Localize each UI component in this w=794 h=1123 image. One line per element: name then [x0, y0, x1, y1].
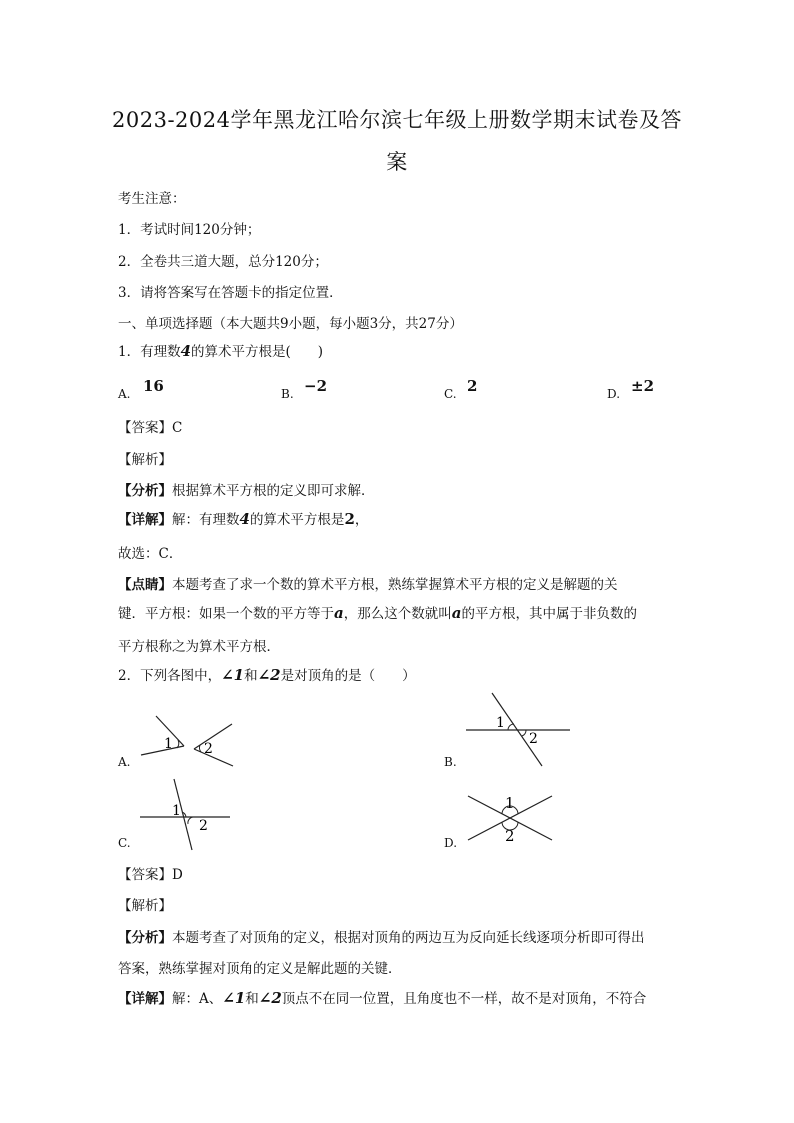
q2-figure-d-letter: D.: [444, 836, 458, 850]
q1-option-b-letter: B.: [281, 387, 294, 401]
q1-option-d-value: ±2: [631, 377, 655, 395]
fig-a-line4: [194, 749, 233, 766]
fig-a-label1: 1: [164, 736, 173, 752]
q2-figure-b: [462, 690, 574, 770]
document-title-line1: 2023-2024学年黑龙江哈尔滨七年级上册数学期末试卷及答: [112, 108, 682, 132]
fig-b-arc2: [522, 730, 526, 736]
q1-choice: 故选：C．: [118, 546, 183, 562]
q2-suffix: 是对顶角的是（ ）: [280, 668, 416, 684]
q1-var-a-1: a: [334, 604, 344, 622]
q2-detail-tag: 【详解】: [118, 991, 172, 1007]
q1-suffix: 的算术平方根是( ): [191, 344, 324, 360]
q2-figure-c: [136, 776, 236, 854]
q1-option-a-letter: A.: [118, 387, 131, 401]
q1-prefix: 1．有理数: [118, 344, 181, 360]
question-1: [118, 340, 323, 360]
q1-detail-number: 4: [239, 510, 250, 528]
q1-dianjing-text1: 本题考查了求一个数的算术平方根，熟练掌握算术平方根的定义是解题的关: [172, 577, 618, 593]
q2-detail-end: 顶点不在同一位置，且角度也不一样，故不是对顶角，不符合: [281, 991, 647, 1007]
q2-figure-c-letter: C.: [118, 836, 131, 850]
q2-fenxi-text1: 本题考查了对顶角的定义，根据对顶角的两边互为反向延长线逐项分析即可得出: [172, 930, 645, 946]
q1-detail: [118, 508, 368, 528]
q2-fenxi-line1: [118, 926, 645, 946]
q1-dianjing-line3: 平方根称之为算术平方根．: [118, 639, 280, 655]
q2-analysis-heading: 【解析】: [118, 898, 172, 914]
q1-fenxi: [118, 479, 375, 499]
q1-dianjing-tag: 【点睛】: [118, 577, 172, 593]
fig-a-label2: 2: [204, 741, 213, 757]
q2-figure-a-letter: A.: [118, 755, 131, 769]
fig-d-label2: 2: [505, 827, 515, 845]
q1-dianjing-text2c: 的平方根，其中属于非负数的: [461, 606, 637, 622]
q1-option-d-letter: D.: [607, 387, 621, 401]
notice-item-2: 2．全卷共三道大题，总分120分；: [118, 254, 328, 270]
q1-dianjing-text2b: ，那么这个数就叫: [343, 606, 452, 622]
q1-detail-value: 2: [344, 510, 355, 528]
q1-option-b-value: −2: [304, 377, 328, 395]
fig-b-arc1: [508, 724, 514, 730]
q2-and: 和: [244, 668, 258, 684]
q2-detail-and: 和: [245, 991, 259, 1007]
q2-fenxi-tag: 【分析】: [118, 930, 172, 946]
q2-prefix: 2．下列各图中，: [118, 668, 222, 684]
q2-detail-angle2: ∠2: [258, 989, 282, 1007]
q1-detail-mid: 的算术平方根是: [249, 512, 345, 528]
q1-option-c-letter: C.: [444, 387, 457, 401]
q2-detail-angle1: ∠1: [222, 989, 246, 1007]
q1-dianjing-text2a: 键．平方根：如果一个数的平方等于: [118, 606, 334, 622]
q2-detail: [118, 987, 646, 1007]
notice-heading: 考生注意：: [118, 191, 186, 207]
q2-angle1: ∠1: [221, 666, 245, 684]
q1-detail-pre: 解：有理数: [172, 512, 240, 528]
q1-detail-tag: 【详解】: [118, 512, 172, 528]
q2-figure-a: [136, 712, 246, 774]
q2-answer: 【答案】D: [118, 867, 183, 883]
fig-b-label1: 1: [496, 715, 505, 731]
q1-number: 4: [180, 342, 192, 360]
q2-figure-b-letter: B.: [444, 755, 457, 769]
fig-c-label2: 2: [199, 818, 208, 834]
document-title-line2: 案: [386, 150, 408, 174]
fig-d-label1: 1: [505, 794, 515, 812]
q1-option-a-value: 16: [143, 377, 164, 395]
q2-angle2: ∠2: [257, 666, 281, 684]
q1-answer: 【答案】C: [118, 420, 183, 436]
q1-var-a-2: a: [451, 604, 462, 622]
q2-fenxi-line2: 答案，熟练掌握对顶角的定义是解此题的关键．: [118, 961, 402, 977]
q1-detail-end: ，: [354, 512, 369, 528]
q2-detail-pre: 解：A、: [172, 991, 223, 1007]
q1-fenxi-tag: 【分析】: [118, 483, 172, 499]
fig-c-arc2: [188, 817, 193, 824]
section-1-heading: 一、单项选择题（本大题共9小题，每小题3分，共27分）: [118, 316, 463, 332]
question-2: [118, 664, 416, 684]
notice-item-1: 1．考试时间120分钟；: [118, 222, 261, 238]
fig-c-label1: 1: [172, 803, 181, 819]
q1-option-c-value: 2: [467, 377, 478, 395]
q2-figure-d: [462, 788, 558, 848]
q1-dianjing-line1: [118, 573, 618, 593]
notice-item-3: 3．请将答案写在答题卡的指定位置．: [118, 285, 343, 301]
fig-b-label2: 2: [529, 731, 538, 747]
q1-fenxi-text: 根据算术平方根的定义即可求解．: [172, 483, 375, 499]
q1-analysis-heading: 【解析】: [118, 452, 172, 468]
q1-dianjing-line2: [118, 602, 637, 622]
